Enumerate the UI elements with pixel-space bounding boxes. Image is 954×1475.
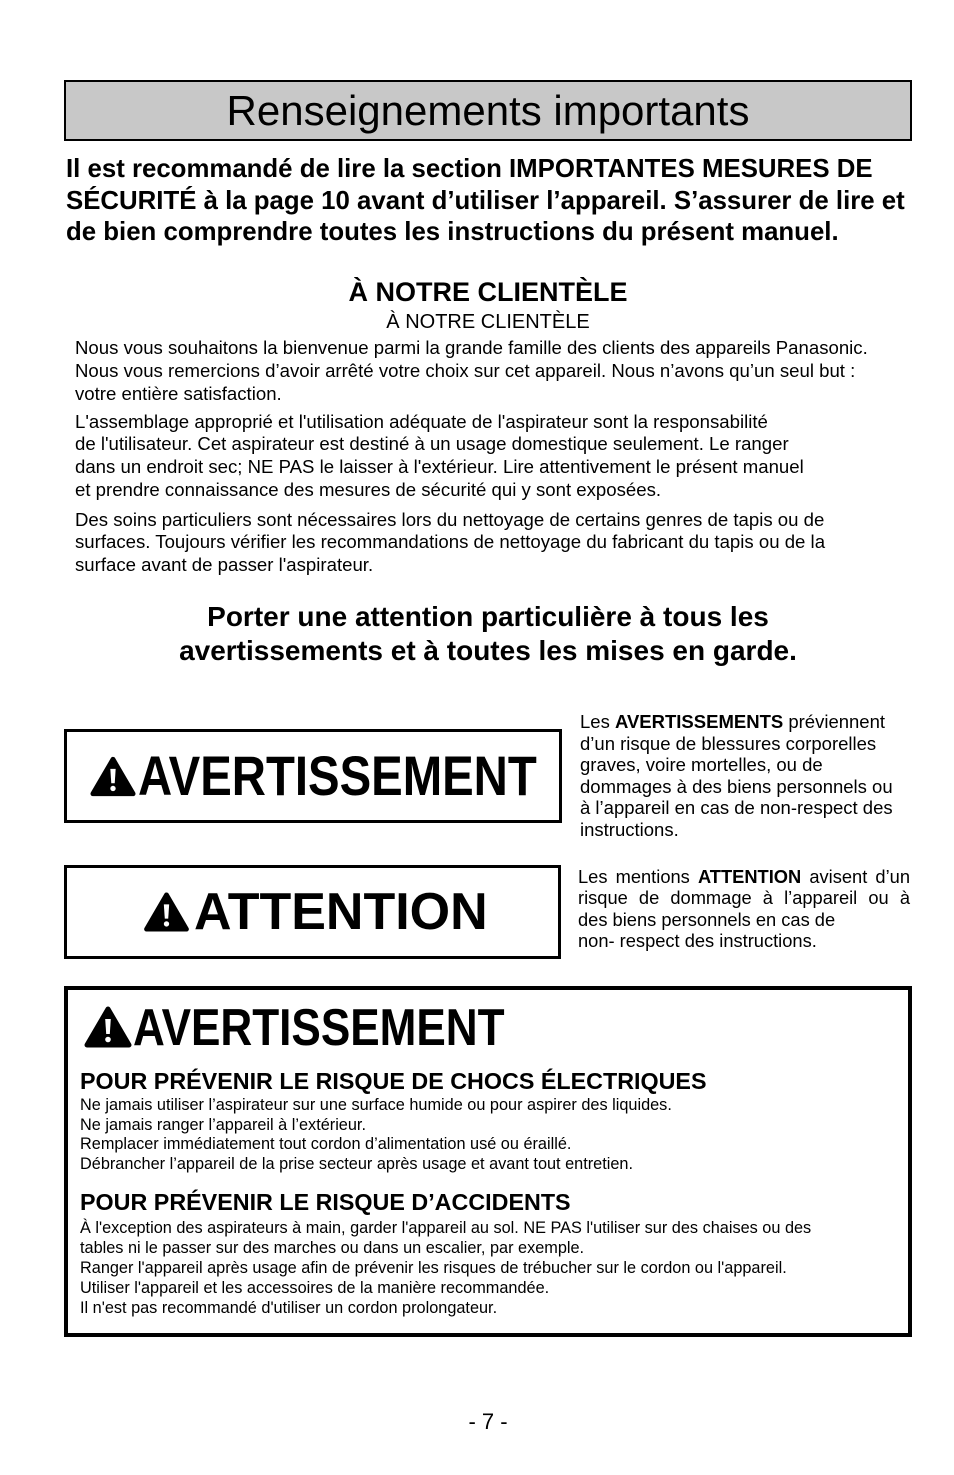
warning-section-line: Ne jamais utiliser l’aspirateur sur une surface humide ou pour aspirer des liquides. xyxy=(80,1096,672,1114)
notice-line: avertissements et à toutes les mises en garde. xyxy=(179,635,797,666)
description-text: Les mentions xyxy=(578,866,698,887)
intro-line: de bien comprendre toutes les instructions du présent manuel. xyxy=(66,218,839,246)
description-line: des biens personnels en cas de xyxy=(578,908,836,930)
description-line: dommages à des biens personnels ou xyxy=(580,775,893,797)
warning-section-line: Ne jamais ranger l’appareil à l’extérieur. xyxy=(80,1115,366,1134)
description-line: d’un risque de blessures corporelles xyxy=(580,732,877,754)
description-line: instructions. xyxy=(580,818,679,840)
paragraph-line: dans un endroit sec; NE PAS le laisser à l'extérieur. Lire attentivement le présent manuel xyxy=(75,455,804,477)
description-line: non- respect des instructions. xyxy=(578,929,817,951)
warning-label-word: AVERTISSEMENT xyxy=(138,744,537,807)
description-line xyxy=(580,711,893,733)
paragraph-line: de l'utilisateur. Cet aspirateur est destiné à un usage domestique seulement. Le ranger xyxy=(75,433,789,455)
warning-section-line: Remplacer immédiatement tout cordon d’alimentation usé ou éraillé. xyxy=(80,1135,572,1154)
intro-line: Il est recommandé de lire la section IMPORTANTES MESURES DE xyxy=(66,155,873,183)
customers-subheading: À NOTRE CLIENTÈLE xyxy=(386,311,590,333)
warning-section-heading: POUR PRÉVENIR LE RISQUE D’ACCIDENTS xyxy=(80,1189,571,1215)
intro-line: SÉCURITÉ à la page 10 avant d’utiliser l’appareil. S’assurer de lire et xyxy=(66,186,905,215)
warning-section-electric-shock xyxy=(80,1096,672,1175)
paragraph-line: Nous vous souhaitons la bienvenue parmi la grande famille des clients des appareils Panasonic. xyxy=(75,336,868,358)
warning-label-text xyxy=(138,746,610,806)
warning-section-line: Débrancher l’appareil de la prise secteur après usage et avant tout entretien. xyxy=(80,1155,633,1174)
section-header xyxy=(64,80,912,141)
warning-box-title xyxy=(133,1000,571,1056)
attention-notice xyxy=(64,600,912,668)
paragraph-line: votre entière satisfaction. xyxy=(75,382,282,404)
paragraph-line: surfaces. Toujours vérifier les recommandations de nettoyage du fabricant du tapis ou de la xyxy=(75,531,826,552)
description-line: graves, voire mortelles, ou de xyxy=(580,754,823,776)
warning-description xyxy=(580,711,893,841)
description-line xyxy=(578,866,910,887)
customers-paragraph xyxy=(75,411,804,502)
paragraph-line: Des soins particuliers sont nécessaires lors du nettoyage de certains genres de tapis ou de xyxy=(75,508,825,530)
warning-section-line: À l'exception des aspirateurs à main, garder l'appareil au sol. NE PAS l'utiliser sur des chaises ou des xyxy=(80,1219,812,1237)
paragraph-line: L'assemblage approprié et l'utilisation adéquate de l'aspirateur sont la responsabilité xyxy=(75,410,768,432)
description-line: risque de dommage à l’appareil ou à xyxy=(578,887,910,909)
paragraph-line: surface avant de passer l'aspirateur. xyxy=(75,553,374,575)
warning-triangle-icon xyxy=(143,892,190,932)
warning-section-line: Ranger l'appareil après usage afin de prévenir les risques de trébucher sur le cordon ou l'appareil. xyxy=(80,1259,787,1277)
paragraph-line: Nous vous remercions d’avoir arrêté votre choix sur cet appareil. Nous n’avons qu’un seul but : xyxy=(75,359,856,381)
customers-paragraph xyxy=(75,509,825,577)
caution-description xyxy=(578,866,910,951)
description-emphasis: ATTENTION xyxy=(697,866,802,887)
warning-box-title-word: AVERTISSEMENT xyxy=(133,999,505,1057)
paragraph-line: et prendre connaissance des mesures de sécurité qui y sont exposées. xyxy=(75,478,662,500)
warning-section-heading: POUR PRÉVENIR LE RISQUE DE CHOCS ÉLECTRIQUES xyxy=(80,1068,707,1094)
warning-section-line: Utiliser l'appareil et les accessoires de la manière recommandée. xyxy=(80,1279,550,1297)
description-text: préviennent xyxy=(783,711,886,732)
section-title: Renseignements importants xyxy=(226,87,750,134)
warning-triangle-icon xyxy=(90,756,136,797)
description-text: avisent d’un xyxy=(801,866,910,887)
caution-label-text: ATTENTION xyxy=(194,883,488,941)
customers-heading: À NOTRE CLIENTÈLE xyxy=(348,277,628,307)
warning-section-accidents xyxy=(80,1218,811,1318)
notice-line: Porter une attention particulière à tous les xyxy=(207,601,769,632)
warning-section-line: tables ni le passer sur des marches ou dans un escalier, par exemple. xyxy=(80,1239,585,1257)
warning-section-line: Il n'est pas recommandé d'utiliser un cordon prolongateur. xyxy=(80,1299,498,1317)
description-emphasis: AVERTISSEMENTS xyxy=(614,711,784,732)
intro-paragraph xyxy=(66,154,905,249)
customers-paragraph xyxy=(75,336,868,405)
page-number: - 7 - xyxy=(468,1409,508,1434)
description-line: à l’appareil en cas de non-respect des xyxy=(580,797,893,819)
description-text: Les xyxy=(580,711,615,732)
warning-triangle-icon xyxy=(84,1006,132,1048)
